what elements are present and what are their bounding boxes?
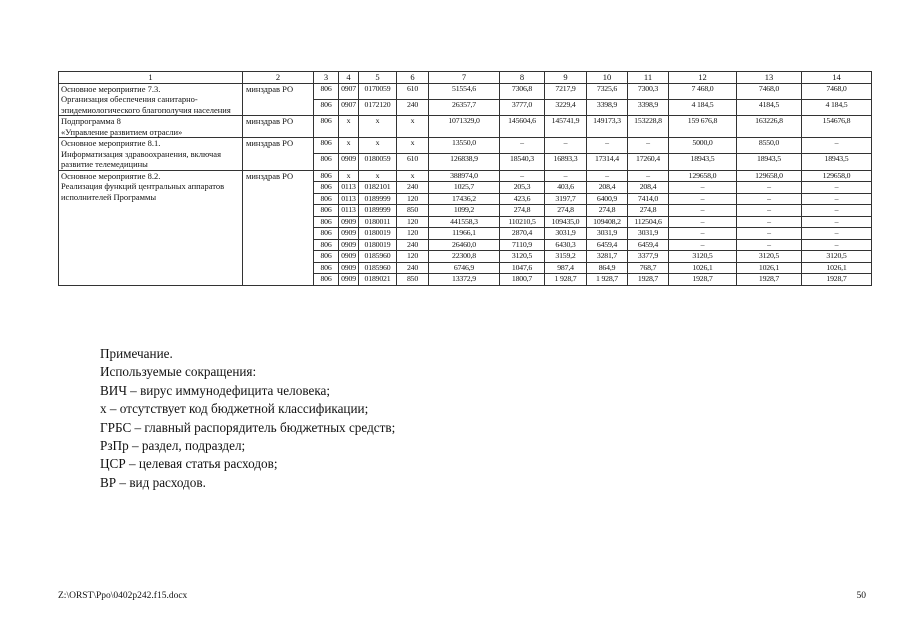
table-cell: – <box>500 170 545 182</box>
table-cell: 3031,9 <box>545 228 587 240</box>
table-cell: x <box>339 138 359 154</box>
col-header: 12 <box>669 72 737 84</box>
table-cell: 610 <box>397 154 429 170</box>
table-cell: 149173,3 <box>587 116 628 138</box>
table-cell: 3120,5 <box>737 251 802 263</box>
table-cell: 806 <box>314 193 339 205</box>
table-cell: 7 468,0 <box>669 83 737 99</box>
table-cell: 3197,7 <box>545 193 587 205</box>
table-cell: 0113 <box>339 182 359 194</box>
ministry-cell: минздрав РО <box>243 170 314 285</box>
table-cell: 22300,8 <box>429 251 500 263</box>
table-cell: 240 <box>397 182 429 194</box>
ministry-cell: минздрав РО <box>243 138 314 171</box>
notes-item: х – отсутствует код бюджетной классификации; <box>100 401 369 417</box>
program-name-line: Информатизация здравоохранения, включая развитие телемедицины <box>61 148 221 169</box>
table-cell: 240 <box>397 239 429 251</box>
table-cell: 806 <box>314 99 339 115</box>
table-cell: 159 676,8 <box>669 116 737 138</box>
table-cell: – <box>802 182 872 194</box>
table-cell: 1026,1 <box>802 262 872 274</box>
table-cell: 3229,4 <box>545 99 587 115</box>
col-header: 3 <box>314 72 339 84</box>
table-cell: – <box>737 193 802 205</box>
table-cell: 1071329,0 <box>429 116 500 138</box>
table-cell: 109435,0 <box>545 216 587 228</box>
table-cell: 17314,4 <box>587 154 628 170</box>
table-cell: 806 <box>314 138 339 154</box>
table-row <box>59 116 872 138</box>
table-cell: 6430,3 <box>545 239 587 251</box>
table-cell: – <box>737 228 802 240</box>
table-cell: 806 <box>314 182 339 194</box>
table-cell: 6459,4 <box>628 239 669 251</box>
table-row <box>59 170 872 182</box>
table-cell: 3377,9 <box>628 251 669 263</box>
table-cell: 240 <box>397 99 429 115</box>
table-cell: 153228,8 <box>628 116 669 138</box>
program-name-line: Основное мероприятие 7.3. <box>61 83 161 94</box>
table-cell: 1800,7 <box>500 274 545 286</box>
table-cell: 806 <box>314 83 339 99</box>
table-cell: – <box>628 138 669 154</box>
table-cell: 110210,5 <box>500 216 545 228</box>
table-cell: 2870,4 <box>500 228 545 240</box>
budget-table <box>58 71 872 286</box>
program-name-cell <box>59 170 243 285</box>
col-header: 1 <box>59 72 243 84</box>
table-cell: 1025,7 <box>429 182 500 194</box>
table-cell: – <box>802 205 872 217</box>
table-cell: 1928,7 <box>802 274 872 286</box>
table-cell: 129658,0 <box>669 170 737 182</box>
table-cell: 16893,3 <box>545 154 587 170</box>
table-cell: 154676,8 <box>802 116 872 138</box>
page-number: 50 <box>856 591 866 601</box>
program-name-cell <box>59 138 243 171</box>
table-cell: 7110,9 <box>500 239 545 251</box>
table-cell: 26460,0 <box>429 239 500 251</box>
footer-file-path: Z:\ORST\Ppo\0402p242.f15.docx <box>58 591 188 601</box>
table-cell: 3159,2 <box>545 251 587 263</box>
table-cell: – <box>737 216 802 228</box>
notes-item: ГРБС – главный распорядитель бюджетных средств; <box>100 419 396 435</box>
table-cell: 806 <box>314 154 339 170</box>
table-cell: 864,9 <box>587 262 628 274</box>
table-cell: 17260,4 <box>628 154 669 170</box>
col-header: 9 <box>545 72 587 84</box>
table-cell: 145741,9 <box>545 116 587 138</box>
table-cell: 1047,6 <box>500 262 545 274</box>
table-cell: 0907 <box>339 83 359 99</box>
table-cell: 1 928,7 <box>587 274 628 286</box>
table-cell: 0909 <box>339 154 359 170</box>
table-cell: – <box>587 170 628 182</box>
table-cell: x <box>359 116 397 138</box>
table-cell: 1928,7 <box>669 274 737 286</box>
table-cell: 3120,5 <box>500 251 545 263</box>
table-cell: 3031,9 <box>628 228 669 240</box>
table-cell: 7325,6 <box>587 83 628 99</box>
col-header: 2 <box>243 72 314 84</box>
table-cell: 3398,9 <box>587 99 628 115</box>
program-name-line: Подпрограмма 8 <box>61 116 121 126</box>
table-cell: 987,4 <box>545 262 587 274</box>
table-cell: 7414,0 <box>628 193 669 205</box>
table-cell: – <box>669 216 737 228</box>
table-cell: 423,6 <box>500 193 545 205</box>
col-header: 4 <box>339 72 359 84</box>
table-cell: 112504,6 <box>628 216 669 228</box>
table-cell: – <box>545 138 587 154</box>
table-cell: 0909 <box>339 262 359 274</box>
table-cell: – <box>802 239 872 251</box>
table-cell: 274,8 <box>587 205 628 217</box>
table-cell: 7300,3 <box>628 83 669 99</box>
table-cell: 7468,0 <box>802 83 872 99</box>
table-cell: x <box>359 138 397 154</box>
table-cell: 1928,7 <box>628 274 669 286</box>
table-cell: 0185960 <box>359 262 397 274</box>
table-cell: 0172120 <box>359 99 397 115</box>
table-cell: 51554,6 <box>429 83 500 99</box>
table-cell: 0113 <box>339 193 359 205</box>
table-row <box>59 83 872 99</box>
notes-intro: Используемые сокращения: <box>100 364 257 380</box>
table-cell: 806 <box>314 205 339 217</box>
table-cell: 1928,7 <box>737 274 802 286</box>
table-cell: 610 <box>397 83 429 99</box>
table-cell: – <box>737 205 802 217</box>
table-cell: – <box>669 193 737 205</box>
table-cell: – <box>802 216 872 228</box>
col-header: 14 <box>802 72 872 84</box>
table-cell: 850 <box>397 274 429 286</box>
table-cell: 3120,5 <box>669 251 737 263</box>
ministry-cell: минздрав РО <box>243 116 314 138</box>
table-cell: – <box>737 182 802 194</box>
table-cell: 4 184,5 <box>669 99 737 115</box>
table-cell: 13550,0 <box>429 138 500 154</box>
table-cell: 0180011 <box>359 216 397 228</box>
table-cell: 0909 <box>339 228 359 240</box>
table-cell: 806 <box>314 239 339 251</box>
program-name-line: Реализация функций центральных аппаратов исполнителей Программы <box>61 181 225 202</box>
table-cell: 1026,1 <box>737 262 802 274</box>
table-cell: 3281,7 <box>587 251 628 263</box>
table-cell: 0180059 <box>359 154 397 170</box>
table-cell: 3120,5 <box>802 251 872 263</box>
table-cell: 109408,2 <box>587 216 628 228</box>
table-cell: 274,8 <box>500 205 545 217</box>
table-cell: 768,7 <box>628 262 669 274</box>
table-cell: 806 <box>314 170 339 182</box>
table-cell: x <box>359 170 397 182</box>
table-cell: – <box>802 228 872 240</box>
program-name-line: Основное мероприятие 8.1. <box>61 138 161 148</box>
table-cell: 0189999 <box>359 205 397 217</box>
table-cell: 18943,5 <box>737 154 802 170</box>
ministry-cell: минздрав РО <box>243 83 314 116</box>
table-cell: 403,6 <box>545 182 587 194</box>
table-cell: – <box>545 170 587 182</box>
col-header: 6 <box>397 72 429 84</box>
table-cell: 0909 <box>339 251 359 263</box>
table-cell: – <box>737 239 802 251</box>
program-name-line: «Управление развитием отрасли» <box>61 126 183 137</box>
table-cell: 3398,9 <box>628 99 669 115</box>
table-cell: – <box>669 205 737 217</box>
table-cell: 0909 <box>339 216 359 228</box>
table-cell: 0189021 <box>359 274 397 286</box>
notes-item: РзПр – раздел, подраздел; <box>100 438 246 454</box>
table-cell: 6400,9 <box>587 193 628 205</box>
table-cell: 1026,1 <box>669 262 737 274</box>
table-cell: 205,3 <box>500 182 545 194</box>
table-cell: 806 <box>314 262 339 274</box>
table-cell: x <box>397 138 429 154</box>
table-cell: 0170059 <box>359 83 397 99</box>
col-header: 7 <box>429 72 500 84</box>
table-cell: 0909 <box>339 239 359 251</box>
table-cell: 145604,6 <box>500 116 545 138</box>
table-cell: 13372,9 <box>429 274 500 286</box>
notes-title: Примечание. <box>100 346 173 361</box>
table-cell: 806 <box>314 216 339 228</box>
notes-item: ЦСР – целевая статья расходов; <box>100 456 278 472</box>
table-cell: 6459,4 <box>587 239 628 251</box>
table-cell: 26357,7 <box>429 99 500 115</box>
table-row <box>59 138 872 154</box>
table-cell: 806 <box>314 228 339 240</box>
table-cell: 4184,5 <box>737 99 802 115</box>
table-cell: 163226,8 <box>737 116 802 138</box>
table-cell: 18943,5 <box>802 154 872 170</box>
table-cell: 8550,0 <box>737 138 802 154</box>
col-header: 13 <box>737 72 802 84</box>
table-cell: 17436,2 <box>429 193 500 205</box>
col-header: 8 <box>500 72 545 84</box>
table-cell: 120 <box>397 193 429 205</box>
table-cell: x <box>339 116 359 138</box>
table-cell: 120 <box>397 251 429 263</box>
table-cell: – <box>628 170 669 182</box>
table-cell: 7217,9 <box>545 83 587 99</box>
table-cell: 806 <box>314 251 339 263</box>
notes-item: ВИЧ – вирус иммунодефицита человека; <box>100 382 331 398</box>
table-cell: 208,4 <box>628 182 669 194</box>
table-cell: 208,4 <box>587 182 628 194</box>
table-cell: 126838,9 <box>429 154 500 170</box>
table-cell: 441558,3 <box>429 216 500 228</box>
column-number-row <box>59 72 872 84</box>
notes-item: ВР – вид расходов. <box>100 474 206 490</box>
col-header: 11 <box>628 72 669 84</box>
table-cell: 129658,0 <box>802 170 872 182</box>
table-cell: 120 <box>397 228 429 240</box>
table-cell: 274,8 <box>628 205 669 217</box>
program-name-line: Организация обеспечения санитарно-эпидемиологического благополучия населения <box>61 94 231 115</box>
program-name-cell <box>59 83 243 116</box>
table-cell: 5000,0 <box>669 138 737 154</box>
table-cell: 3777,0 <box>500 99 545 115</box>
program-name-line: Основное мероприятие 8.2. <box>61 170 161 181</box>
col-header: 5 <box>359 72 397 84</box>
table-cell: – <box>587 138 628 154</box>
table-cell: 806 <box>314 116 339 138</box>
table-cell: – <box>669 239 737 251</box>
table-cell: 1 928,7 <box>545 274 587 286</box>
table-cell: – <box>500 138 545 154</box>
table-body <box>59 83 872 285</box>
table-cell: 4 184,5 <box>802 99 872 115</box>
table-cell: 0907 <box>339 99 359 115</box>
table-cell: 3031,9 <box>587 228 628 240</box>
table-cell: – <box>802 138 872 154</box>
table-cell: x <box>397 170 429 182</box>
program-name-cell <box>59 116 243 138</box>
table-cell: x <box>397 116 429 138</box>
table-cell: 0180019 <box>359 239 397 251</box>
table-cell: 0909 <box>339 274 359 286</box>
table-cell: 850 <box>397 205 429 217</box>
table-cell: 0113 <box>339 205 359 217</box>
table-cell: 18540,3 <box>500 154 545 170</box>
table-cell: 129658,0 <box>737 170 802 182</box>
col-header: 10 <box>587 72 628 84</box>
table-cell: – <box>802 193 872 205</box>
table-cell: 7306,8 <box>500 83 545 99</box>
table-cell: 120 <box>397 216 429 228</box>
table-cell: 806 <box>314 274 339 286</box>
table-cell: 0180019 <box>359 228 397 240</box>
table-cell: – <box>669 228 737 240</box>
table-cell: 0189999 <box>359 193 397 205</box>
table-cell: 0185960 <box>359 251 397 263</box>
table-cell: 11966,1 <box>429 228 500 240</box>
table-cell: 388974,0 <box>429 170 500 182</box>
table-cell: 274,8 <box>545 205 587 217</box>
table-cell: – <box>669 182 737 194</box>
table-cell: 0182101 <box>359 182 397 194</box>
table-cell: 1099,2 <box>429 205 500 217</box>
table-cell: 6746,9 <box>429 262 500 274</box>
table-cell: 7468,0 <box>737 83 802 99</box>
table-cell: 240 <box>397 262 429 274</box>
notes-section <box>100 345 395 492</box>
table-cell: x <box>339 170 359 182</box>
table-cell: 18943,5 <box>669 154 737 170</box>
